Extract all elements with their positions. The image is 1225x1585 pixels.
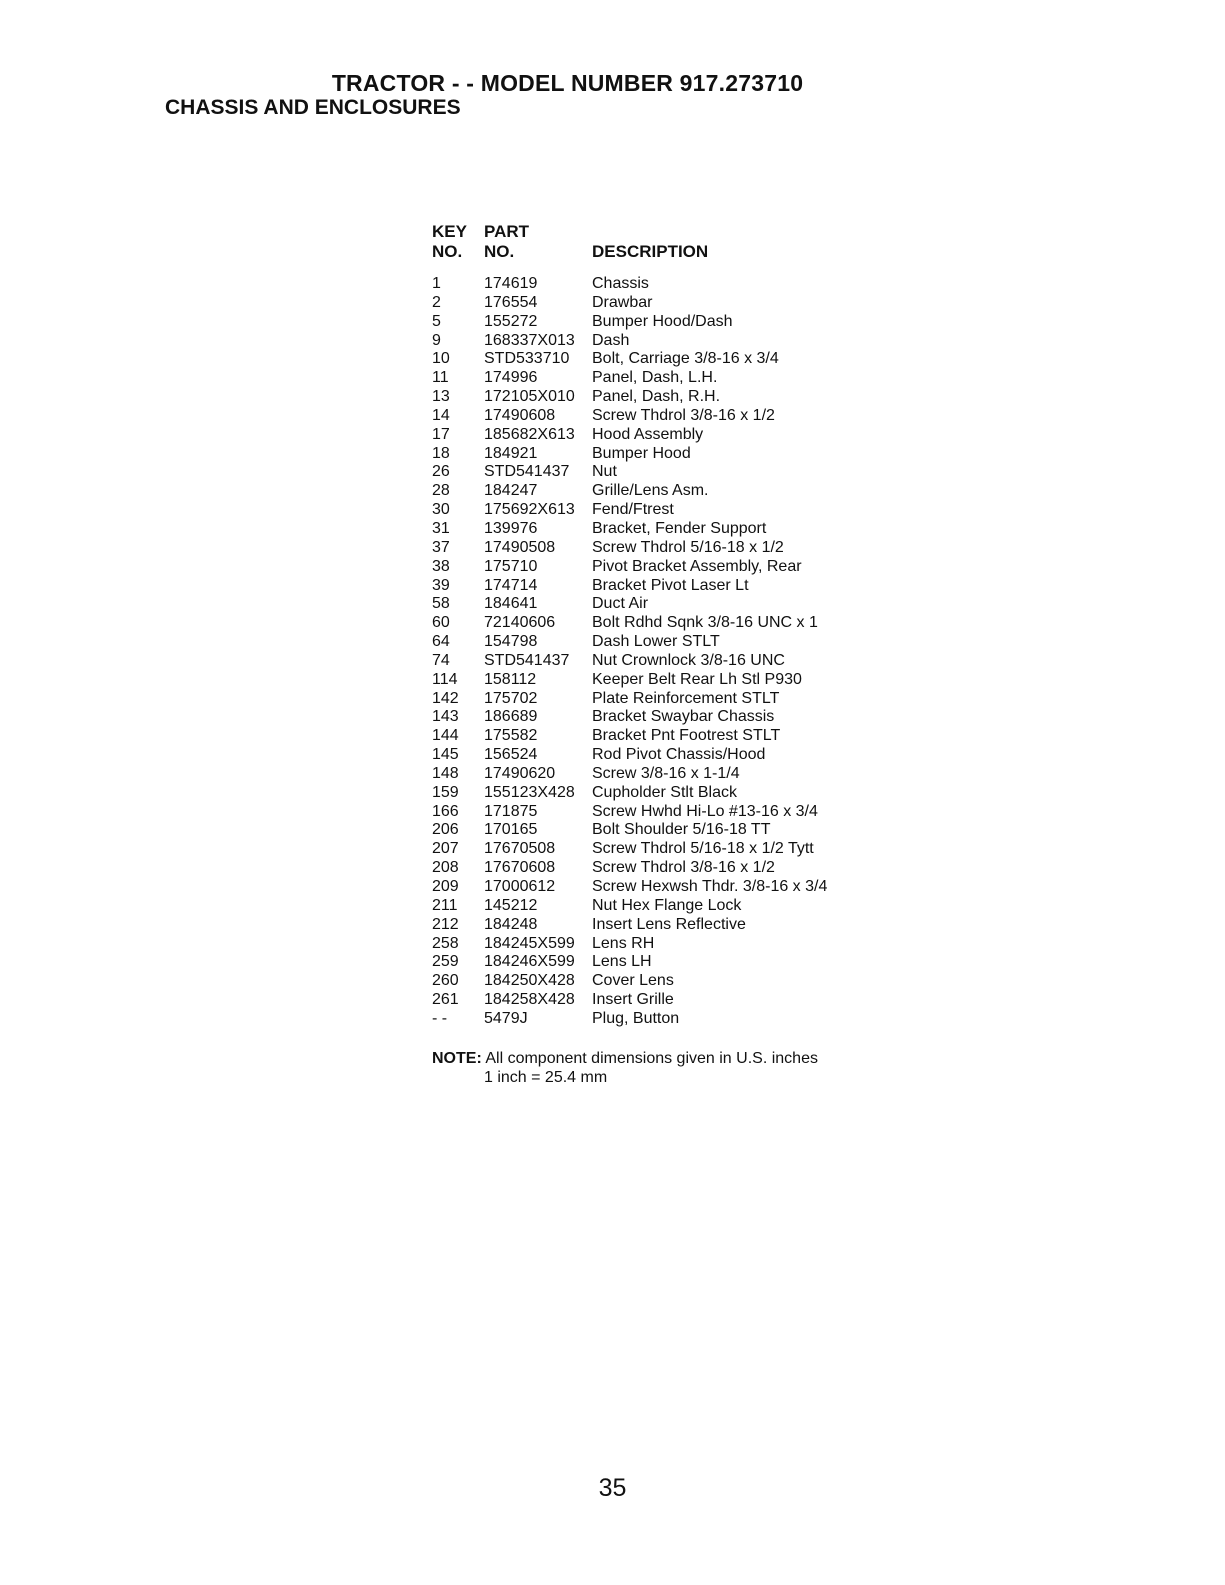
key-number: 37 (432, 538, 450, 556)
part-description: Screw Thdrol 3/8-16 x 1/2 (592, 859, 775, 877)
part-description: Rod Pivot Chassis/Hood (592, 746, 766, 764)
part-number: 175702 (484, 689, 538, 707)
part-description: Bolt Shoulder 5/16-18 TT (592, 821, 771, 839)
key-number: 58 (432, 595, 450, 613)
part-number: 174996 (484, 369, 538, 387)
part-header-line1: PART (484, 222, 530, 241)
key-header-line2: NO. (432, 242, 463, 261)
dimensions-note (432, 1049, 818, 1087)
key-number: 206 (432, 821, 459, 839)
key-number: 144 (432, 727, 459, 745)
part-number: 168337X013 (484, 331, 575, 349)
part-description: Chassis (592, 275, 649, 292)
key-number: 207 (432, 840, 459, 858)
part-description: Grille/Lens Asm. (592, 482, 709, 500)
part-description: Bracket, Fender Support (592, 519, 767, 537)
part-number: 158112 (484, 670, 537, 688)
part-number: 154798 (484, 633, 538, 651)
part-description: Drawbar (592, 293, 653, 311)
key-number: 31 (432, 519, 450, 537)
key-number: 17 (432, 425, 450, 443)
part-description: Dash (592, 331, 630, 349)
part-number: 184245X599 (484, 934, 575, 952)
part-number: 5479J (484, 1009, 528, 1027)
key-number: 9 (432, 331, 441, 349)
part-description: Screw 3/8-16 x 1-1/4 (592, 764, 740, 782)
part-description: Bolt Rdhd Sqnk 3/8-16 UNC x 1 (592, 614, 818, 632)
part-description: Screw Hwhd Hi-Lo #13-16 x 3/4 (592, 802, 818, 820)
part-number: 176554 (484, 293, 538, 311)
part-description: Screw Thdrol 3/8-16 x 1/2 (592, 406, 775, 424)
key-number: 159 (432, 783, 459, 801)
part-description: Nut Hex Flange Lock (592, 896, 742, 914)
key-header-line1: KEY (432, 222, 467, 241)
part-number: STD533710 (484, 350, 570, 368)
key-number: 166 (432, 802, 459, 820)
part-description: Bracket Swaybar Chassis (592, 708, 775, 726)
key-number: 114 (432, 670, 458, 688)
part-number: 186689 (484, 708, 538, 726)
part-number: 174714 (484, 576, 538, 594)
part-description: Screw Thdrol 5/16-18 x 1/2 (592, 538, 784, 556)
part-description: Nut Crownlock 3/8-16 UNC (592, 651, 785, 669)
key-number: 142 (432, 689, 459, 707)
part-number: 175692X613 (484, 501, 575, 519)
section-title: CHASSIS AND ENCLOSURES (165, 96, 461, 119)
key-number: 26 (432, 463, 450, 481)
part-number: 156524 (484, 746, 538, 764)
part-number: 17490608 (484, 406, 556, 424)
key-number: 74 (432, 651, 450, 669)
part-description: Bracket Pivot Laser Lt (592, 576, 749, 594)
part-description: Bolt, Carriage 3/8-16 x 3/4 (592, 350, 779, 368)
page-title: TRACTOR - - MODEL NUMBER 917.273710 (331, 70, 804, 96)
part-number: 139976 (484, 519, 538, 537)
key-number: 2 (432, 293, 441, 311)
part-number: 17000612 (484, 878, 556, 895)
note-label: NOTE: (432, 1050, 482, 1067)
key-number: 64 (432, 633, 450, 651)
part-description: Cupholder Stlt Black (592, 783, 737, 801)
key-number: 30 (432, 501, 450, 519)
part-description: Screw Thdrol 5/16-18 x 1/2 Tytt (592, 840, 814, 858)
key-number: 60 (432, 614, 450, 632)
part-description: Fend/Ftrest (592, 501, 674, 519)
part-number: 17490508 (484, 538, 556, 556)
key-number: 261 (432, 991, 459, 1009)
key-number: 39 (432, 576, 450, 594)
part-header-line2: NO. (484, 242, 515, 261)
part-description: Plate Reinforcement STLT (592, 689, 780, 707)
part-number: 72140606 (484, 614, 556, 632)
part-number: 184921 (484, 444, 538, 462)
part-number: 184641 (484, 595, 538, 613)
part-number: 174619 (484, 275, 538, 292)
key-number: 28 (432, 482, 450, 500)
key-number: 148 (432, 764, 459, 782)
part-description: Hood Assembly (592, 425, 704, 443)
key-number: 212 (432, 915, 459, 933)
part-description: Duct Air (592, 595, 649, 613)
part-description: Nut (592, 463, 617, 481)
part-number: 17490620 (484, 764, 556, 782)
part-number: 184247 (484, 482, 538, 500)
part-description: Panel, Dash, L.H. (592, 369, 718, 387)
part-number: 184248 (484, 915, 538, 933)
part-number: 184250X428 (484, 972, 575, 990)
part-number: STD541437 (484, 651, 570, 669)
part-description: Screw Hexwsh Thdr. 3/8-16 x 3/4 (592, 878, 828, 895)
key-number: 209 (432, 878, 459, 895)
key-number: 143 (432, 708, 459, 726)
key-number: 38 (432, 557, 450, 575)
key-number: 5 (432, 312, 441, 330)
note-line2: 1 inch = 25.4 mm (484, 1069, 608, 1086)
part-description: Lens LH (592, 953, 652, 971)
part-number: 171875 (484, 802, 538, 820)
part-description: Bumper Hood/Dash (592, 312, 733, 330)
part-description: Panel, Dash, R.H. (592, 388, 721, 406)
part-description: Lens RH (592, 934, 655, 952)
part-number: 17670508 (484, 840, 556, 858)
key-number: 14 (432, 406, 450, 424)
part-number: 155272 (484, 312, 538, 330)
part-description: Keeper Belt Rear Lh Stl P930 (592, 670, 802, 688)
key-number: 11 (432, 369, 449, 387)
part-number: 170165 (484, 821, 538, 839)
part-description: Insert Lens Reflective (592, 915, 746, 933)
key-number: - - (432, 1009, 448, 1027)
part-description: Bracket Pnt Footrest STLT (592, 727, 781, 745)
description-header: DESCRIPTION (592, 242, 709, 261)
part-description: Cover Lens (592, 972, 674, 990)
key-number: 1 (432, 275, 441, 292)
part-number: 184258X428 (484, 991, 575, 1009)
key-number: 258 (432, 934, 459, 952)
part-number: 172105X010 (484, 388, 575, 406)
page-number: 35 (598, 1474, 627, 1502)
part-number: 17670608 (484, 859, 556, 877)
part-number: 175582 (484, 727, 538, 745)
part-number: 175710 (484, 557, 538, 575)
part-number: STD541437 (484, 463, 570, 481)
part-description: Pivot Bracket Assembly, Rear (592, 557, 802, 575)
part-description: Dash Lower STLT (592, 633, 720, 651)
part-description: Plug, Button (592, 1009, 680, 1027)
part-number: 185682X613 (484, 425, 575, 443)
key-number: 208 (432, 859, 459, 877)
key-number: 260 (432, 972, 459, 990)
key-number: 13 (432, 388, 450, 406)
key-number: 259 (432, 953, 459, 971)
part-number: 145212 (484, 896, 538, 914)
note-line1: All component dimensions given in U.S. inches (485, 1050, 818, 1067)
key-number: 211 (432, 896, 458, 914)
key-number: 10 (432, 350, 450, 368)
key-number: 145 (432, 746, 459, 764)
part-description: Insert Grille (592, 991, 674, 1009)
part-number: 155123X428 (484, 783, 575, 801)
part-description: Bumper Hood (592, 444, 691, 462)
part-number: 184246X599 (484, 953, 575, 971)
key-number: 18 (432, 444, 450, 462)
